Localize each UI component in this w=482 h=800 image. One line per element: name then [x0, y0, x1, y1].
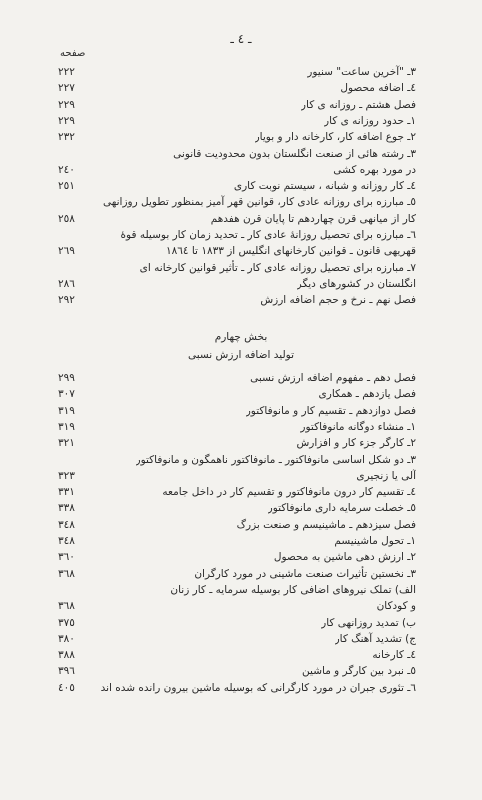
toc-entry-text: ٥ـ خصلت سرمایه داری مانوفاکتور	[267, 502, 416, 515]
toc-entry	[0, 631, 482, 647]
toc-page-number: ٣٠٧	[58, 388, 75, 401]
toc-entry-text: ١ـ منشاء دوگانه مانوفاکتور	[300, 420, 416, 433]
toc-entry	[0, 500, 482, 516]
toc-entry-text: آلی یا زنجیری	[356, 469, 416, 482]
toc-page-number: ٣٨٨	[58, 649, 75, 662]
toc-entry	[0, 598, 482, 614]
toc-entry	[0, 549, 482, 565]
toc-page-number: ٣١٩	[58, 420, 75, 433]
toc-entry-text: ٣ـ رشته هائی از صنعت انگلستان بدون محدودیت قانونی	[173, 147, 416, 160]
toc-entry-text: ٢ـ جوع اضافه کار، کارخانه دار و بویار	[254, 131, 416, 144]
toc-entry	[0, 243, 482, 259]
toc-entry	[0, 386, 482, 402]
toc-entry-text: ٢ـ ارزش دهی ماشین به محصول	[273, 551, 416, 564]
toc-entry-text: ١ـ تحول ماشینیسم	[334, 535, 416, 547]
toc-entry-text: ب) تمدید روزانهی کار	[321, 616, 416, 629]
toc-page-number: ٣٧٥	[58, 616, 75, 629]
toc-entry	[0, 615, 482, 631]
toc-page-number: ٢٩٩	[58, 372, 75, 384]
toc-entry-text: ٥ـ مبارزه برای روزانه عادی کار، قوانین قهر آمیز بمنظور تطویل روزانهی	[103, 196, 416, 209]
toc-entry-text: فصل یازدهم ـ همکاری	[318, 388, 416, 401]
toc-entry-text: الف) تملک نیروهای اضافی کار بوسیله سرمایه ـ کار زنان	[170, 583, 416, 596]
toc-page-number: ٣٩٦	[58, 665, 75, 678]
toc-entry	[0, 113, 482, 129]
toc-entry	[0, 292, 482, 308]
toc-entry-text: فصل هشتم ـ روزانه ی کار	[300, 98, 416, 111]
toc-entry	[0, 452, 482, 468]
toc-entry	[0, 227, 482, 243]
toc-page-number: ٣٣٨	[58, 502, 75, 515]
toc-entry	[0, 64, 482, 80]
toc-entry	[0, 468, 482, 484]
toc-page-number: ٣٦٠	[58, 551, 75, 564]
toc-entry	[0, 517, 482, 533]
toc-entry-text: ٧ـ مبارزه برای تحصیل روزانه عادی کار ـ تأثیر قوانین کارخانه ای	[139, 261, 416, 274]
toc-entry-text: ٣ـ "آخرین ساعت" سنیور	[307, 66, 416, 78]
toc-entry	[0, 129, 482, 145]
toc-entry-text: ٥ـ نبرد بین کارگر و ماشین	[302, 665, 416, 678]
toc-page-number: ٢٢٢	[58, 66, 75, 78]
toc-entry-text: ٢ـ کارگر جزء کار و افزارش	[296, 437, 416, 450]
toc-page-number: ٢٢٩	[58, 98, 75, 111]
toc-entry-text: قهریهی قانون ـ قوانین کارخانهای انگلیس از ١٨٣٣ تا ١٨٦٤	[165, 245, 416, 258]
toc-entry-text: ٤ـ کارخانه	[372, 649, 416, 662]
toc-entry	[0, 419, 482, 435]
toc-entry	[0, 194, 482, 210]
toc-page-number: ٣٦٨	[58, 600, 75, 613]
toc-page-number: ٢٥١	[58, 180, 75, 193]
toc-entry	[0, 533, 482, 549]
toc-entry-text: ٤ـ اضافه محصول	[340, 82, 416, 95]
toc-page-number: ٢٢٧	[58, 82, 75, 95]
toc-entry-text: فصل نهم ـ نرخ و حجم اضافه ارزش	[260, 294, 416, 307]
toc-entry-text: ج) تشدید آهنگ کار	[334, 632, 416, 645]
toc-entry	[0, 370, 482, 386]
toc-entry-text: انگلستان در کشورهای دیگر	[296, 277, 416, 290]
toc-entry-text: ١ـ حدود روزانه ی کار	[324, 114, 416, 127]
section-title: بخش چهارم	[214, 331, 268, 343]
toc-page-number: ٢٤٠	[58, 163, 75, 176]
toc-page-number: ٢٩٢	[58, 294, 75, 307]
toc-entry-text: ٤ـ کار روزانه و شبانه ، سیستم نوبت کاری	[233, 180, 416, 193]
toc-entry	[0, 484, 482, 500]
toc-entry	[0, 647, 482, 663]
toc-page-number: ٣٤٨	[58, 535, 75, 547]
toc-entry	[0, 566, 482, 582]
toc-entry-text: ٣ـ نخستین تأثیرات صنعت ماشینی در مورد کارگران	[194, 567, 416, 580]
page-column-label: صفحه	[60, 48, 86, 59]
toc-entry	[0, 178, 482, 194]
toc-page-number: ٣٤٨	[58, 518, 75, 531]
toc-entry	[0, 403, 482, 419]
toc-page-number: ٣٢١	[58, 437, 75, 450]
toc-entry	[0, 680, 482, 696]
toc-entry	[0, 260, 482, 276]
toc-entry	[0, 582, 482, 598]
toc-entry-text: فصل دوازدهم ـ تقسیم کار و مانوفاکتور	[245, 404, 416, 417]
toc-page-number: ٣٦٨	[58, 567, 75, 580]
toc-page-number: ٢٦٩	[58, 245, 75, 258]
toc-page-number: ٣٢٣	[58, 469, 75, 482]
toc-page-number: ٣٨٠	[58, 632, 75, 645]
toc-entry-text: فصل دهم ـ مفهوم اضافه ارزش نسبی	[250, 372, 416, 384]
toc-entry-text: کار از میانهی قرن چهاردهم تا پایان قرن هفدهم	[210, 212, 416, 225]
toc-entry	[0, 663, 482, 679]
toc-entry-text: ٦ـ مبارزه برای تحصیل روزانهٔ عادی کار ـ تحدید زمان کار بوسیله قوهٔ	[120, 229, 416, 241]
toc-entry	[0, 146, 482, 162]
toc-entry-text: ٤ـ تقسیم کار درون مانوفاکتور و تقسیم کار در داخل جامعه	[162, 486, 416, 499]
toc-entry-text: ٣ـ دو شکل اساسی مانوفاکتور ـ مانوفاکتور ناهمگون و مانوفاکتور	[135, 453, 416, 466]
toc-page-number: ٢٨٦	[58, 277, 75, 290]
toc-entry	[0, 435, 482, 451]
toc-page-number: ٤٠٥	[58, 681, 75, 694]
toc-page-number: ٣١٩	[58, 404, 75, 417]
toc-page-number: ٣٣١	[58, 486, 75, 499]
toc-entry-text: در مورد بهره کشی	[333, 163, 416, 176]
toc-page-number: ٢٢٩	[58, 114, 75, 127]
toc-entry-text: ٦ـ تئوری جبران در مورد کارگرانی که بوسیله ماشین بیرون رانده شده اند	[100, 681, 416, 694]
toc-entry-text: فصل سیزدهم ـ ماشینیسم و صنعت بزرگ	[236, 518, 416, 531]
toc-entry	[0, 80, 482, 96]
section-subtitle: تولید اضافه ارزش نسبی	[187, 349, 294, 361]
toc-entry	[0, 276, 482, 292]
toc-entry-text: و کودکان	[376, 600, 416, 613]
toc-entry	[0, 162, 482, 178]
page-number: ـ ٤ ـ	[230, 32, 252, 46]
toc-entry	[0, 97, 482, 113]
toc-entry	[0, 211, 482, 227]
toc-page-number: ٢٣٢	[58, 131, 75, 144]
toc-page-number: ٢٥٨	[58, 212, 75, 225]
